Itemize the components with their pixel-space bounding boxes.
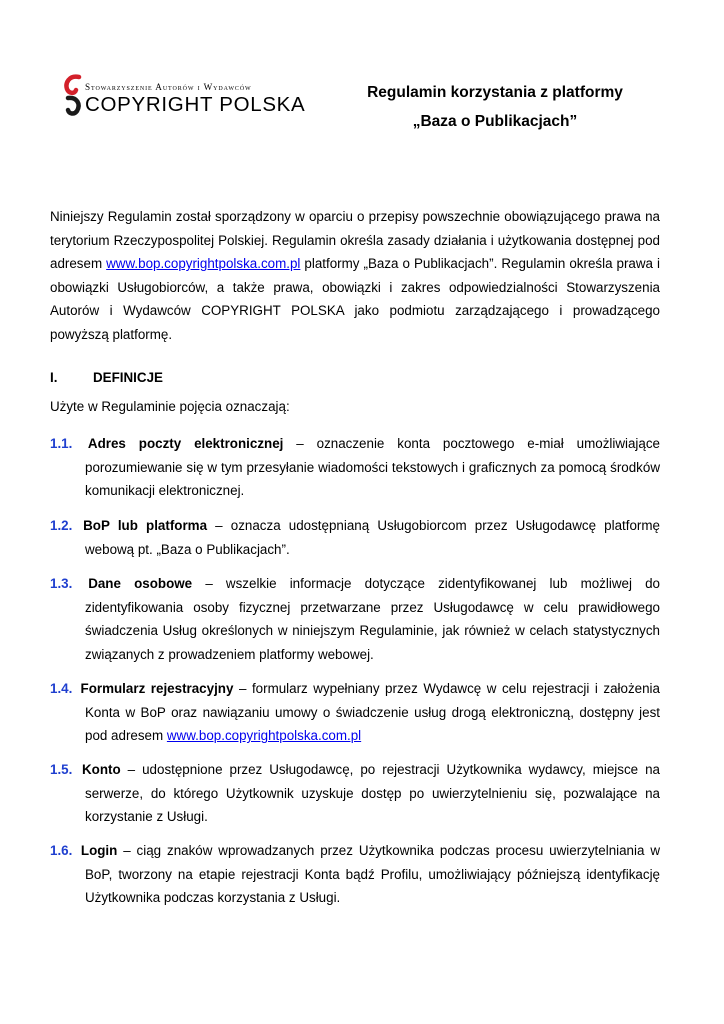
intro-text-part2: platformy „Baza o Publikacjach”. Regulamin określa prawa i obowiązki Usługobiorców, a także prawa, obowiązki i zakres odpowiedzialności Stowarzyszenia Autorów i Wydawców COPYRIGHT POLSKA jako podmiotu zarządzającego i prowadzącego powyższą platformę.: [50, 256, 660, 342]
definition-item: [50, 758, 660, 829]
logo-text-brand: COPYRIGHT POLSKA: [85, 93, 306, 116]
definition-text: – oznaczenie konta pocztowego e-miał umożliwiające porozumiewanie się w tym przesyłanie wiadomości tekstowych i graficznych za pomocą środków komunikacji elektronicznej.: [85, 436, 660, 498]
intro-link[interactable]: www.bop.copyrightpolska.com.pl: [106, 256, 301, 271]
intro-paragraph: [50, 205, 660, 346]
definition-term: BoP lub platforma: [83, 518, 208, 533]
definition-text: – udostępnione przez Usługodawcę, po rejestracji Użytkownika wydawcy, miejsce na serwerze, do którego Użytkownik uzyskuje dostęp po uwierzytelnieniu się, pozwalające na korzystanie z Usługi.: [85, 762, 660, 824]
intro-text-part1: Niniejszy Regulamin został sporządzony w oparciu o przepisy powszechnie obowiązującego prawa na terytorium Rzeczypospolitej Polskiej. Regulamin określa zasady działania i użytkowania dostępnej pod adresem: [50, 209, 660, 271]
definition-text: – oznacza udostępnianą Usługobiorcom przez Usługodawcę platformę webową pt. „Baza o Publikacjach”.: [85, 518, 660, 557]
logo-text-association: Stowarzyszenie Autorów i Wydawców: [85, 82, 252, 92]
section-title: DEFINICJE: [93, 370, 163, 385]
definition-text: – wszelkie informacje dotyczące zidentyfikowanej lub możliwej do zidentyfikowania osoby fizycznej przetwarzane przez Usługodawcę w celu prawidłowego świadczenia Usług określonych w niniejszym Regulaminie, jak również w celach statystycznych związanych z prowadzeniem platformy webowej.: [85, 576, 660, 662]
definition-item: [50, 432, 660, 503]
definition-number: 1.2.: [50, 518, 73, 533]
logo-mark-icon: [63, 73, 83, 121]
definition-item: [50, 572, 660, 666]
definition-text: – formularz wypełniany przez Wydawcę w celu rejestracji i założenia Konta w BoP oraz nawiązaniu umowy o świadczenie usług drogą elektroniczną, dostępny jest pod adresem: [85, 681, 660, 743]
definition-term: Dane osobowe: [88, 576, 193, 591]
copyright-polska-logo: [63, 73, 323, 121]
definition-term: Adres poczty elektronicznej: [87, 436, 284, 451]
definition-item: [50, 514, 660, 561]
definition-number: 1.1.: [50, 436, 73, 451]
definition-term: Formularz rejestracyjny: [80, 681, 234, 696]
definition-text: – ciąg znaków wprowadzanych przez Użytkownika podczas procesu uwierzytelniania w BoP, tworzony na etapie rejestracji Konta bądź Profilu, umożliwiający późniejszą identyfikację Użytkownika podczas korzystania z Usługi.: [85, 843, 660, 905]
section-lead: Użyte w Regulaminie pojęcia oznaczają:: [50, 399, 290, 414]
definition-number: 1.6.: [50, 843, 73, 858]
definition-number: 1.5.: [50, 762, 73, 777]
title-line-2: „Baza o Publikacjach”: [412, 113, 578, 130]
definition-term: Konto: [82, 762, 121, 777]
definition-item: [50, 839, 660, 910]
section-number: I.: [50, 370, 58, 385]
definition-item: [50, 677, 660, 748]
section-heading: [50, 370, 163, 385]
definition-link[interactable]: www.bop.copyrightpolska.com.pl: [166, 728, 362, 743]
definition-number: 1.3.: [50, 576, 73, 591]
definition-term: Login: [80, 843, 118, 858]
title-line-1: Regulamin korzystania z platformy: [367, 84, 623, 101]
definition-number: 1.4.: [50, 681, 73, 696]
document-title: [330, 78, 660, 136]
